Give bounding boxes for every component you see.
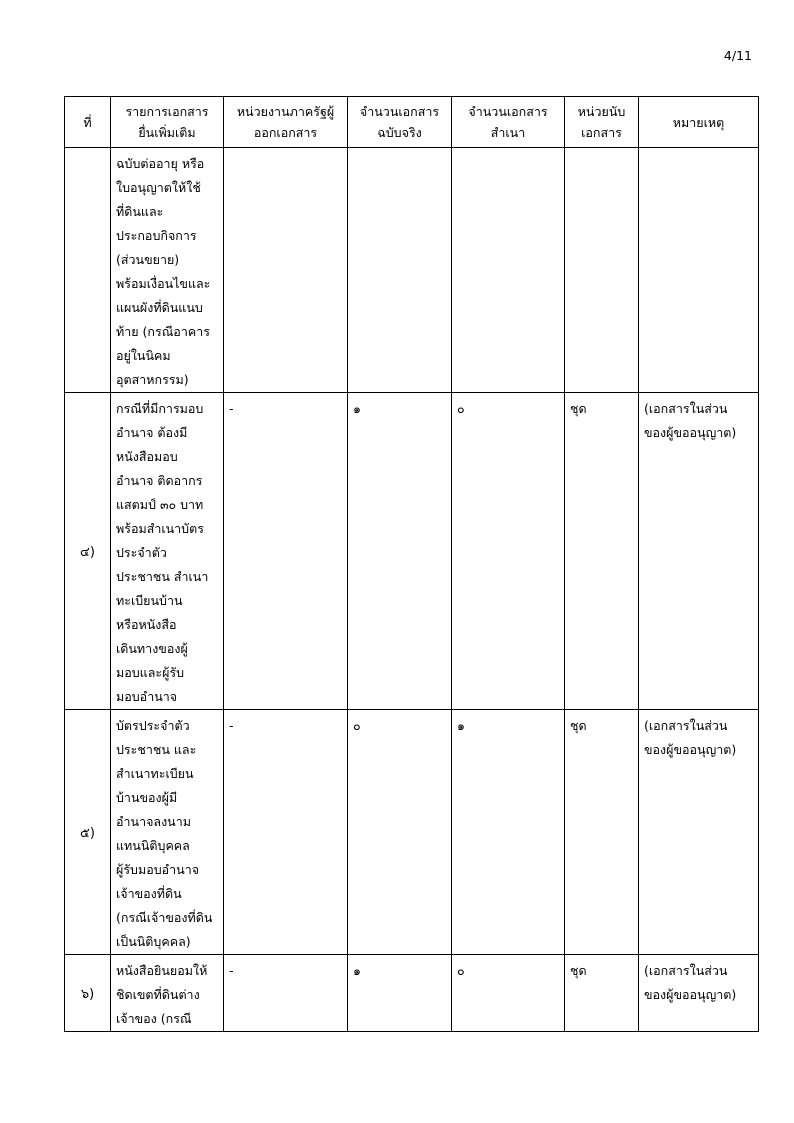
row-no: ๔) bbox=[65, 393, 111, 710]
header-no: ที่ bbox=[65, 97, 111, 148]
row-unit: ชุด bbox=[565, 710, 639, 955]
row-original-count: ๑ bbox=[348, 393, 452, 710]
row-document: หนังสือยินยอมให้ ชิดเขตที่ดินต่าง เจ้าของ (กรณี bbox=[111, 955, 224, 1032]
row-no: ๕) bbox=[65, 710, 111, 955]
header-original-count: จำนวนเอกสาร ฉบับจริง bbox=[348, 97, 452, 148]
table-row bbox=[65, 148, 759, 393]
row-original-count: ๐ bbox=[348, 710, 452, 955]
row-remark: (เอกสารในส่วน ของผู้ขออนุญาต) bbox=[639, 710, 759, 955]
row-unit: ชุด bbox=[565, 393, 639, 710]
row-no: ๖) bbox=[65, 955, 111, 1032]
row-unit: ชุด bbox=[565, 955, 639, 1032]
row-remark: (เอกสารในส่วน ของผู้ขออนุญาต) bbox=[639, 955, 759, 1032]
row-agency: - bbox=[224, 393, 348, 710]
row-copy-count: ๐ bbox=[452, 955, 565, 1032]
row-agency bbox=[224, 148, 348, 393]
header-document: รายการเอกสาร ยื่นเพิ่มเติม bbox=[111, 97, 224, 148]
page-number: 4/11 bbox=[723, 48, 752, 63]
row-agency: - bbox=[224, 955, 348, 1032]
table-header-row bbox=[65, 97, 759, 148]
row-agency: - bbox=[224, 710, 348, 955]
table-row bbox=[65, 710, 759, 955]
row-no bbox=[65, 148, 111, 393]
row-remark bbox=[639, 148, 759, 393]
row-remark: (เอกสารในส่วน ของผู้ขออนุญาต) bbox=[639, 393, 759, 710]
table-row bbox=[65, 955, 759, 1032]
row-copy-count: ๑ bbox=[452, 710, 565, 955]
header-copy-count: จำนวนเอกสาร สำเนา bbox=[452, 97, 565, 148]
row-original-count: ๑ bbox=[348, 955, 452, 1032]
header-unit: หน่วยนับ เอกสาร bbox=[565, 97, 639, 148]
header-agency: หน่วยงานภาครัฐผู้ ออกเอกสาร bbox=[224, 97, 348, 148]
row-unit bbox=[565, 148, 639, 393]
row-document: บัตรประจำตัว ประชาชน และ สำเนาทะเบียน บ้านของผู้มี อำนาจลงนาม แทนนิติบุคคล ผู้รับมอบอำนาจ เจ้าของที่ดิน (กรณีเจ้าของที่ดิน เป็นนิติบุคคล) bbox=[111, 710, 224, 955]
row-copy-count bbox=[452, 148, 565, 393]
row-document: กรณีที่มีการมอบ อำนาจ ต้องมี หนังสือมอบ อำนาจ ติดอากร แสตมป์ ๓๐ บาท พร้อมสำเนาบัตร ประจำตัว ประชาชน สำเนา ทะเบียนบ้าน หรือหนังสือ เดินทางของผู้ มอบและผู้รับ มอบอำนาจ bbox=[111, 393, 224, 710]
document-table bbox=[64, 96, 759, 1032]
header-remark: หมายเหตุ bbox=[639, 97, 759, 148]
table-row bbox=[65, 393, 759, 710]
row-document: ฉบับต่ออายุ หรือ ใบอนุญาตให้ใช้ ที่ดินและ ประกอบกิจการ (ส่วนขยาย) พร้อมเงื่อนไขและ แผนผังที่ดินแนบ ท้าย (กรณีอาคาร อยู่ในนิคม อุตสาหกรรม) bbox=[111, 148, 224, 393]
row-copy-count: ๐ bbox=[452, 393, 565, 710]
row-original-count bbox=[348, 148, 452, 393]
